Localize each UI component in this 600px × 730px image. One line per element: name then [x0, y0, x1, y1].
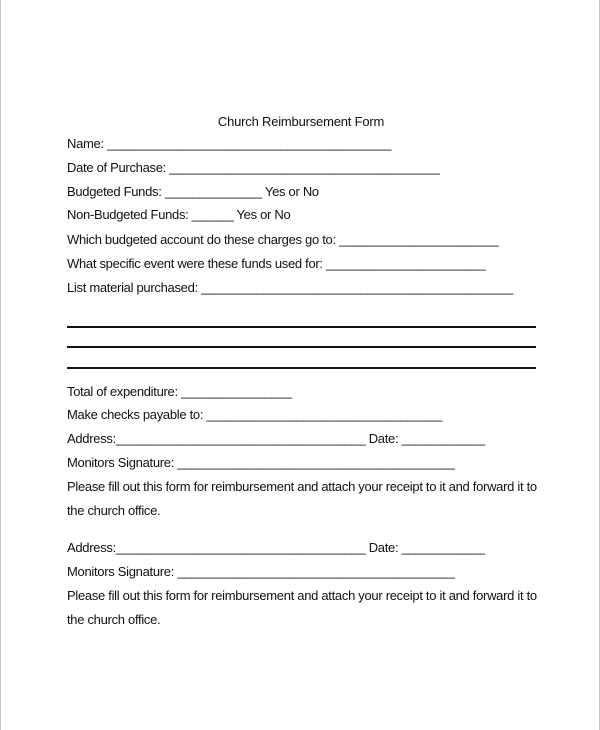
material-purchased-line: List material purchased: _____________________________________________ — [67, 280, 513, 295]
material-blank-rule-2 — [67, 346, 536, 348]
address-date-line: Address:____________________________________ Date: ____________ — [67, 431, 485, 446]
date-of-purchase-line: Date of Purchase: _______________________________________ — [67, 160, 440, 175]
non-budgeted-funds-line: Non-Budgeted Funds: ______ Yes or No — [67, 207, 291, 222]
name-field-line: Name: _________________________________________ — [67, 136, 392, 151]
material-blank-rule-3 — [67, 367, 536, 369]
specific-event-line: What specific event were these funds used for: _______________________ — [67, 256, 486, 271]
instructions-repeat-line-1: Please fill out this form for reimbursement and attach your receipt to it and forward it to — [67, 588, 537, 603]
instructions-repeat-line-2: the church office. — [67, 612, 161, 627]
instructions-line-2: the church office. — [67, 503, 161, 518]
address-date-line-repeat: Address:____________________________________ Date: ____________ — [67, 540, 485, 555]
budgeted-funds-line: Budgeted Funds: ______________ Yes or No — [67, 184, 319, 199]
instructions-line-1: Please fill out this form for reimbursement and attach your receipt to it and forward it to — [67, 479, 537, 494]
monitor-signature-line-repeat: Monitors Signature: ________________________________________ — [67, 564, 455, 579]
monitor-signature-line: Monitors Signature: ________________________________________ — [67, 455, 455, 470]
checks-payable-line: Make checks payable to: __________________________________ — [67, 407, 443, 422]
budget-account-line: Which budgeted account do these charges go to: _______________________ — [67, 232, 499, 247]
total-expenditure-line: Total of expenditure: ________________ — [67, 384, 292, 399]
material-blank-rule-1 — [67, 326, 536, 328]
form-title: Church Reimbursement Form — [217, 114, 385, 129]
